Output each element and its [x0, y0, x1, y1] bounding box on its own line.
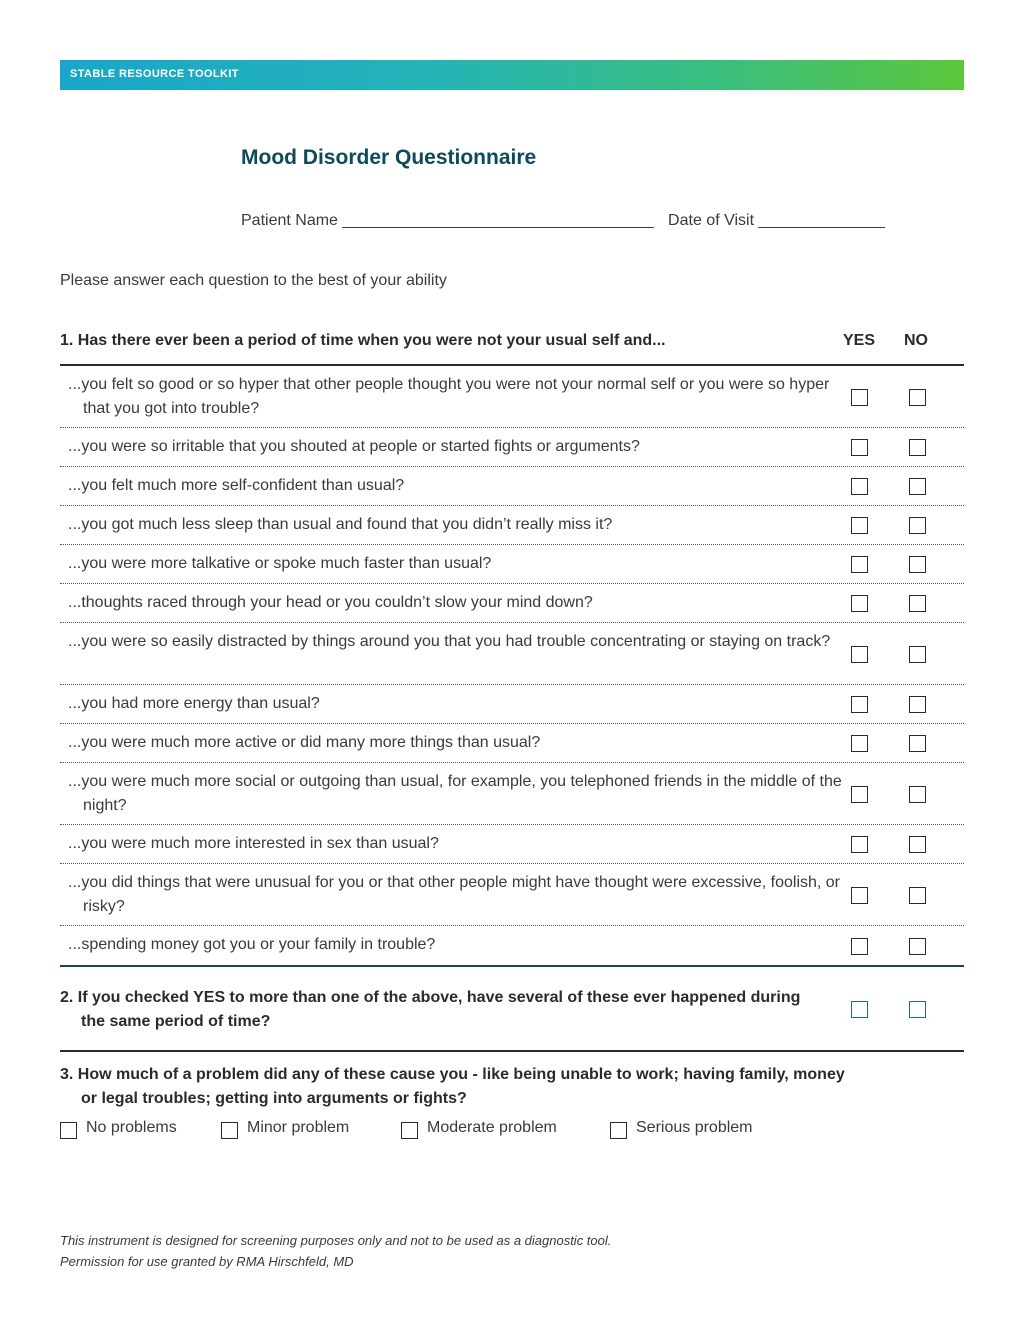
list-item — [60, 545, 964, 584]
yes-checkbox[interactable] — [851, 938, 868, 955]
checkbox[interactable] — [221, 1122, 238, 1139]
date-of-visit-field[interactable]: _______________ — [758, 212, 885, 229]
yes-checkbox[interactable] — [851, 786, 868, 803]
item-text: ...you were much more interested in sex than usual? — [68, 835, 439, 852]
list-item — [60, 926, 964, 967]
yes-checkbox[interactable] — [851, 887, 868, 904]
yes-checkbox[interactable] — [851, 735, 868, 752]
no-checkbox[interactable] — [909, 887, 926, 904]
yes-checkbox[interactable] — [851, 556, 868, 573]
permission-line: Permission for use granted by RMA Hirschfeld, MD — [60, 1254, 354, 1269]
no-checkbox[interactable] — [909, 389, 926, 406]
list-item — [60, 825, 964, 864]
toolkit-banner — [60, 60, 964, 90]
no-checkbox[interactable] — [909, 556, 926, 573]
no-checkbox[interactable] — [909, 517, 926, 534]
list-item — [60, 685, 964, 724]
yes-checkbox[interactable] — [851, 595, 868, 612]
item-text: ...you did things that were unusual for you or that other people might have thought were excessive, foolish, or risky? — [68, 874, 841, 915]
patient-name-label: Patient Name — [241, 212, 338, 229]
disclaimer-line: This instrument is designed for screening purposes only and not to be used as a diagnostic tool. — [60, 1233, 612, 1248]
patient-info-line — [241, 212, 884, 230]
item-text: ...you felt much more self-confident than usual? — [68, 477, 405, 494]
question3-options — [60, 1118, 964, 1142]
question1-prompt: 1. Has there ever been a period of time when you were not your usual self and... — [60, 332, 666, 349]
list-item — [60, 366, 964, 428]
list-item — [60, 428, 964, 467]
checkbox[interactable] — [60, 1122, 77, 1139]
list-item — [60, 506, 964, 545]
list-item — [60, 864, 964, 926]
list-item — [60, 623, 964, 685]
no-checkbox[interactable] — [909, 696, 926, 713]
option-label: No problems — [86, 1119, 177, 1136]
yes-checkbox[interactable] — [851, 478, 868, 495]
option-label: Moderate problem — [427, 1119, 557, 1136]
patient-name-field[interactable]: _____________________________________ — [342, 212, 654, 229]
question2 — [60, 966, 964, 1052]
instructions: Please answer each question to the best of your ability — [60, 272, 447, 289]
item-text: ...you were much more active or did many more things than usual? — [68, 734, 541, 751]
option-label: Serious problem — [636, 1119, 753, 1136]
yes-checkbox[interactable] — [851, 389, 868, 406]
no-checkbox[interactable] — [909, 786, 926, 803]
no-checkbox[interactable] — [909, 836, 926, 853]
question2-prompt: 2. If you checked YES to more than one of the above, have several of these ever happened during the same period of time? — [60, 989, 801, 1030]
checkbox[interactable] — [401, 1122, 418, 1139]
item-text: ...you were so irritable that you shouted at people or started fights or arguments? — [68, 438, 640, 455]
list-item — [60, 724, 964, 763]
list-item — [60, 763, 964, 825]
item-text: ...you were so easily distracted by things around you that you had trouble concentrating or staying on track? — [68, 633, 831, 650]
item-text: ...thoughts raced through your head or you couldn’t slow your mind down? — [68, 594, 593, 611]
question2-yes-checkbox[interactable] — [851, 1001, 868, 1018]
no-column-label: NO — [904, 332, 928, 349]
item-text: ...you were more talkative or spoke much faster than usual? — [68, 555, 492, 572]
footer-disclaimer — [60, 1230, 611, 1272]
list-item — [60, 584, 964, 623]
yes-checkbox[interactable] — [851, 696, 868, 713]
date-of-visit-label: Date of Visit — [668, 212, 755, 229]
yes-checkbox[interactable] — [851, 836, 868, 853]
no-checkbox[interactable] — [909, 735, 926, 752]
item-text: ...you felt so good or so hyper that other people thought you were not your normal self or you were so hyper that you got into trouble? — [68, 376, 830, 417]
yes-checkbox[interactable] — [851, 517, 868, 534]
checkbox[interactable] — [610, 1122, 627, 1139]
page-title: Mood Disorder Questionnaire — [241, 146, 537, 169]
no-checkbox[interactable] — [909, 478, 926, 495]
question2-no-checkbox[interactable] — [909, 1001, 926, 1018]
item-text: ...you got much less sleep than usual and found that you didn’t really miss it? — [68, 516, 613, 533]
question1-items — [60, 366, 964, 967]
option-label: Minor problem — [247, 1119, 350, 1136]
list-item — [60, 467, 964, 506]
banner-label: STABLE RESOURCE TOOLKIT — [70, 68, 239, 80]
yes-checkbox[interactable] — [851, 439, 868, 456]
item-text: ...you had more energy than usual? — [68, 695, 320, 712]
item-text: ...spending money got you or your family in trouble? — [68, 936, 436, 953]
yes-column-label: YES — [843, 332, 876, 349]
item-text: ...you were much more social or outgoing than usual, for example, you telephoned friends in the middle of the night? — [68, 773, 842, 814]
no-checkbox[interactable] — [909, 646, 926, 663]
question3-prompt: 3. How much of a problem did any of these cause you - like being unable to work; having family, money or legal troubles; getting into arguments or fights? — [60, 1066, 845, 1107]
no-checkbox[interactable] — [909, 595, 926, 612]
no-checkbox[interactable] — [909, 938, 926, 955]
yes-checkbox[interactable] — [851, 646, 868, 663]
question1-header — [60, 330, 964, 366]
no-checkbox[interactable] — [909, 439, 926, 456]
